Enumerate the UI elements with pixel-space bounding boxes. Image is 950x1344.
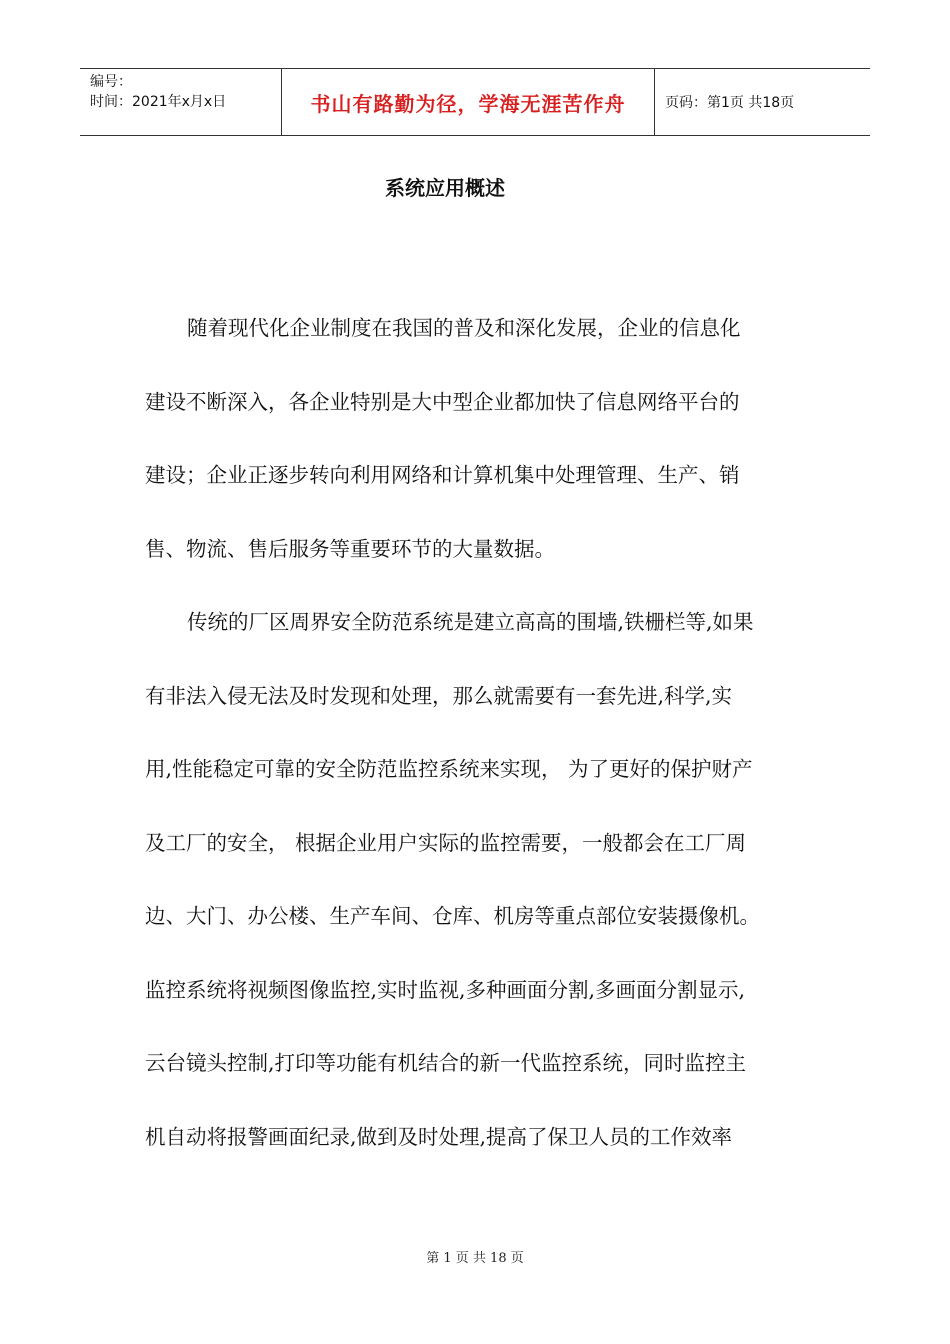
header-motto: 书山有路勤为径，学海无涯苦作舟	[310, 91, 626, 116]
paragraph-1	[145, 306, 813, 600]
paragraph-line: 用,性能稳定可靠的安全防范监控系统来实现， 为了更好的保护财产	[145, 757, 753, 781]
header-meta-cell	[80, 69, 282, 135]
paragraph-line: 机自动将报警画面纪录,做到及时处理,提高了保卫人员的工作效率	[145, 1124, 733, 1149]
document-time-label: 时间：2021年x月x日	[90, 94, 227, 110]
header-page-info: 页码：第1页 共18页	[665, 95, 795, 111]
paragraph-line: 边、大门、办公楼、生产车间、仓库、机房等重点部位安装摄像机。	[145, 904, 760, 928]
document-body	[145, 306, 813, 1188]
paragraph-line: 售、物流、售后服务等重要环节的大量数据。	[145, 536, 555, 561]
header-page-cell	[655, 69, 870, 135]
header-motto-cell	[282, 69, 655, 135]
paragraph-line: 有非法入侵无法及时发现和处理，那么就需要有一套先进,科学,实	[145, 683, 733, 708]
paragraph-line: 建设不断深入，各企业特别是大中型企业都加快了信息网络平台的	[145, 389, 740, 414]
document-title: 系统应用概述	[385, 176, 505, 200]
paragraph-line: 传统的厂区周界安全防范系统是建立高高的围墙,铁栅栏等,如果	[187, 610, 754, 634]
paragraph-2	[145, 600, 813, 1188]
paragraph-line: 云台镜头控制,打印等功能有机结合的新一代监控系统，同时监控主	[145, 1051, 747, 1075]
paragraph-line: 监控系统将视频图像监控,实时监视,多种画面分割,多画面分割显示,	[145, 977, 746, 1002]
page-footer: 第 1 页 共 18 页	[426, 1251, 524, 1266]
paragraph-line: 建设；企业正逐步转向利用网络和计算机集中处理管理、生产、销	[145, 463, 740, 487]
document-number-label: 编号：	[90, 74, 132, 90]
paragraph-line: 及工厂的安全， 根据企业用户实际的监控需要，一般都会在工厂周	[145, 830, 747, 855]
paragraph-line: 随着现代化企业制度在我国的普及和深化发展，企业的信息化	[187, 316, 741, 340]
page-header	[80, 68, 870, 136]
